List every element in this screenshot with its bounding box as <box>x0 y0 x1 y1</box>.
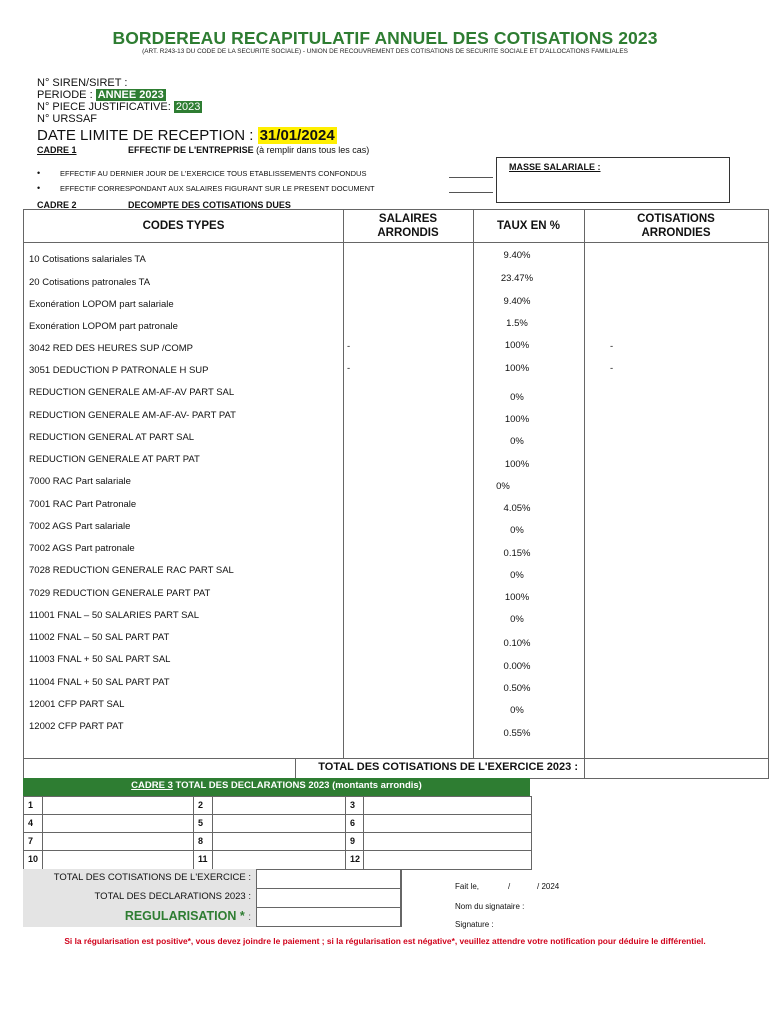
taux-value: 100% <box>504 414 530 425</box>
total-cotisations-label: TOTAL DES COTISATIONS DE L'EXERCICE 2023 : <box>318 761 578 773</box>
col-salaires-line1: SALAIRES <box>378 213 438 225</box>
declaration-amount-field[interactable] <box>364 851 531 868</box>
taux-value: 0.15% <box>503 548 531 559</box>
regularisation-note: Si la régularisation est positive*, vous devez joindre le paiement ; si la régularisation est négative*, veuillez attendre votre notification pour déduire le différentiel. <box>64 936 706 946</box>
taux-value: 0.50% <box>503 683 531 694</box>
code-type-label: 11002 FNAL – 50 SAL PART PAT <box>29 632 170 643</box>
declaration-number-7: 7 <box>28 836 34 846</box>
code-type-label: 11004 FNAL + 50 SAL PART PAT <box>29 677 170 688</box>
declaration-number-5: 5 <box>198 818 204 828</box>
cadre1-label: CADRE 1 <box>37 145 77 155</box>
declaration-amount-field[interactable] <box>43 851 194 868</box>
declaration-amount-field[interactable] <box>43 833 194 850</box>
declaration-amount-field[interactable] <box>43 797 194 814</box>
code-type-label: 20 Cotisations patronales TA <box>29 277 151 288</box>
piece-label: N° PIECE JUSTIFICATIVE: <box>37 101 171 113</box>
effectif-total-label: EFFECTIF AU DERNIER JOUR DE L'EXERCICE TOUS ETABLISSEMENTS CONFONDUS <box>60 169 367 178</box>
declaration-number-11: 11 <box>198 854 208 864</box>
total-cotis-exercice-label: TOTAL DES COTISATIONS DE L'EXERCICE : <box>53 872 251 883</box>
taux-value: 0% <box>510 570 524 581</box>
cadre2-title: DECOMPTE DES COTISATIONS DUES <box>128 200 291 210</box>
declaration-amount-field[interactable] <box>364 797 531 814</box>
deadline-row <box>37 127 337 144</box>
cotisation-arrondie-value[interactable]: - <box>610 341 614 352</box>
siren-label: N° SIREN/SIRET : <box>37 77 128 89</box>
deadline-label: DATE LIMITE DE RECEPTION : <box>37 127 254 144</box>
code-type-label: 7002 AGS Part patronale <box>29 543 135 554</box>
code-type-label: 7028 REDUCTION GENERALE RAC PART SAL <box>29 565 234 576</box>
taux-value: 0.10% <box>503 638 531 649</box>
declaration-number-4: 4 <box>28 818 34 828</box>
col-taux: TAUX EN % <box>496 220 561 232</box>
effectif-salaires-label: EFFECTIF CORRESPONDANT AUX SALAIRES FIGURANT SUR LE PRESENT DOCUMENT <box>60 184 375 193</box>
declaration-number-1: 1 <box>28 800 34 810</box>
declaration-number-10: 10 <box>28 854 39 864</box>
cadre3-header <box>23 778 530 796</box>
code-type-label: 12001 CFP PART SAL <box>29 699 125 710</box>
declaration-amount-field[interactable] <box>213 833 346 850</box>
taux-value: 0% <box>510 614 524 625</box>
urssaf-label: N° URSSAF <box>37 113 98 125</box>
declaration-number-2: 2 <box>198 800 204 810</box>
deadline-value: 31/01/2024 <box>259 127 335 144</box>
declaration-number-3: 3 <box>350 800 356 810</box>
declaration-amount-field[interactable] <box>213 851 346 868</box>
taux-value: 100% <box>504 459 530 470</box>
regularisation-label: REGULARISATION * <box>124 909 245 923</box>
taux-value: 0.00% <box>503 661 531 672</box>
periode-label: PERIODE : <box>37 89 93 101</box>
code-type-label: 11003 FNAL + 50 SAL PART SAL <box>29 654 171 665</box>
page-title: BORDEREAU RECAPITULATIF ANNUEL DES COTISATIONS 2023 <box>112 28 658 48</box>
periode-row <box>37 89 166 101</box>
cadre1-note: (à remplir dans tous les cas) <box>256 145 370 155</box>
code-type-label: 10 Cotisations salariales TA <box>29 254 146 265</box>
piece-row <box>37 101 202 113</box>
total-cotis-exercice-field[interactable] <box>258 870 399 887</box>
declaration-amount-field[interactable] <box>364 815 531 832</box>
cadre1-title <box>128 145 369 155</box>
total-declarations-field[interactable] <box>258 889 399 906</box>
salaire-arrondi-value[interactable]: - <box>347 363 351 374</box>
declaration-amount-field[interactable] <box>213 797 346 814</box>
masse-salariale-label: MASSE SALARIALE : <box>509 162 601 172</box>
col-cotisations-line1: COTISATIONS <box>637 213 715 225</box>
taux-value: 100% <box>504 340 530 351</box>
taux-value: 0% <box>496 481 510 492</box>
cadre2-label: CADRE 2 <box>37 200 77 210</box>
bullet-dot: • <box>37 183 41 193</box>
taux-value: 100% <box>504 592 530 603</box>
code-type-label: REDUCTION GENERAL AT PART SAL <box>29 432 195 443</box>
code-type-label: 12002 CFP PART PAT <box>29 721 124 732</box>
code-type-label: REDUCTION GENERALE AM-AF-AV PART SAL <box>29 387 235 398</box>
code-type-label: 7000 RAC Part salariale <box>29 476 131 487</box>
total-cotisations-field[interactable] <box>586 759 767 777</box>
code-type-label: REDUCTION GENERALE AM-AF-AV- PART PAT <box>29 410 236 421</box>
col-cotisations <box>584 212 768 240</box>
page-subtitle: (ART. R243-13 DU CODE DE LA SECURITE SOCIALE) - UNION DE RECOUVREMENT DES COTISATIONS DE SECURITE SOCIALE ET D'ALLOCATIONS FAMILIALES <box>142 48 628 55</box>
cadre3-label: CADRE 3 <box>131 780 173 791</box>
declaration-amount-field[interactable] <box>364 833 531 850</box>
taux-value: 1.5% <box>506 318 528 329</box>
taux-value: 100% <box>504 363 530 374</box>
regularisation-colon: : <box>248 912 251 923</box>
effectif-salaires-field[interactable] <box>449 192 493 193</box>
taux-value: 0% <box>510 705 524 716</box>
taux-value: 0.55% <box>503 728 531 739</box>
date-slash: / <box>508 882 511 891</box>
declaration-number-8: 8 <box>198 836 204 846</box>
code-type-label: Exonération LOPOM part salariale <box>29 299 174 310</box>
cotisation-arrondie-value[interactable]: - <box>610 363 614 374</box>
code-type-label: 7001 RAC Part Patronale <box>29 499 137 510</box>
fait-le-label: Fait le, <box>455 882 480 891</box>
col-cotisations-line2: ARRONDIES <box>641 227 711 239</box>
cadre3-grid <box>23 796 532 870</box>
taux-value: 0% <box>510 392 524 403</box>
taux-value: 0% <box>510 436 524 447</box>
periode-value: ANNEE 2023 <box>97 89 164 101</box>
piece-value: 2023 <box>175 101 201 113</box>
taux-value: 9.40% <box>503 250 531 261</box>
regularisation-row <box>125 909 251 923</box>
bullet-dot: • <box>37 168 41 178</box>
cadre3-title <box>23 780 530 791</box>
cadre3-title-text: TOTAL DES DECLARATIONS 2023 (montants arrondis) <box>175 780 422 791</box>
total-declarations-label: TOTAL DES DECLARATIONS 2023 : <box>94 891 251 902</box>
taux-value: 0% <box>510 525 524 536</box>
declaration-number-6: 6 <box>350 818 356 828</box>
col-salaires <box>343 212 473 240</box>
effectif-total-field[interactable] <box>449 177 493 178</box>
col-salaires-line2: ARRONDIS <box>377 227 439 239</box>
col-codes-types: CODES TYPES <box>142 220 225 232</box>
code-type-label: 7002 AGS Part salariale <box>29 521 131 532</box>
code-type-label: 3051 DEDUCTION P PATRONALE H SUP <box>29 365 209 376</box>
cadre1-title-text: EFFECTIF DE L'ENTREPRISE <box>128 145 254 155</box>
salaire-arrondi-value[interactable]: - <box>347 341 351 352</box>
code-type-label: 11001 FNAL – 50 SALARIES PART SAL <box>29 610 200 621</box>
code-type-label: 7029 REDUCTION GENERALE PART PAT <box>29 588 211 599</box>
date-year: / 2024 <box>537 882 560 891</box>
taux-value: 23.47% <box>500 273 534 284</box>
cotisations-table <box>23 209 769 779</box>
declaration-number-12: 12 <box>350 854 361 864</box>
code-type-label: REDUCTION GENERALE AT PART PAT <box>29 454 200 465</box>
declaration-number-9: 9 <box>350 836 356 846</box>
totals-block <box>23 869 401 927</box>
code-type-label: Exonération LOPOM part patronale <box>29 321 178 332</box>
signature-label: Signature : <box>455 920 494 929</box>
regularisation-field[interactable] <box>258 908 399 925</box>
signataire-label: Nom du signataire : <box>455 902 525 911</box>
taux-value: 4.05% <box>503 503 531 514</box>
masse-salariale-box[interactable] <box>496 157 730 203</box>
declaration-amount-field[interactable] <box>43 815 194 832</box>
taux-value: 9.40% <box>503 296 531 307</box>
code-type-label: 3042 RED DES HEURES SUP /COMP <box>29 343 194 354</box>
declaration-amount-field[interactable] <box>213 815 346 832</box>
